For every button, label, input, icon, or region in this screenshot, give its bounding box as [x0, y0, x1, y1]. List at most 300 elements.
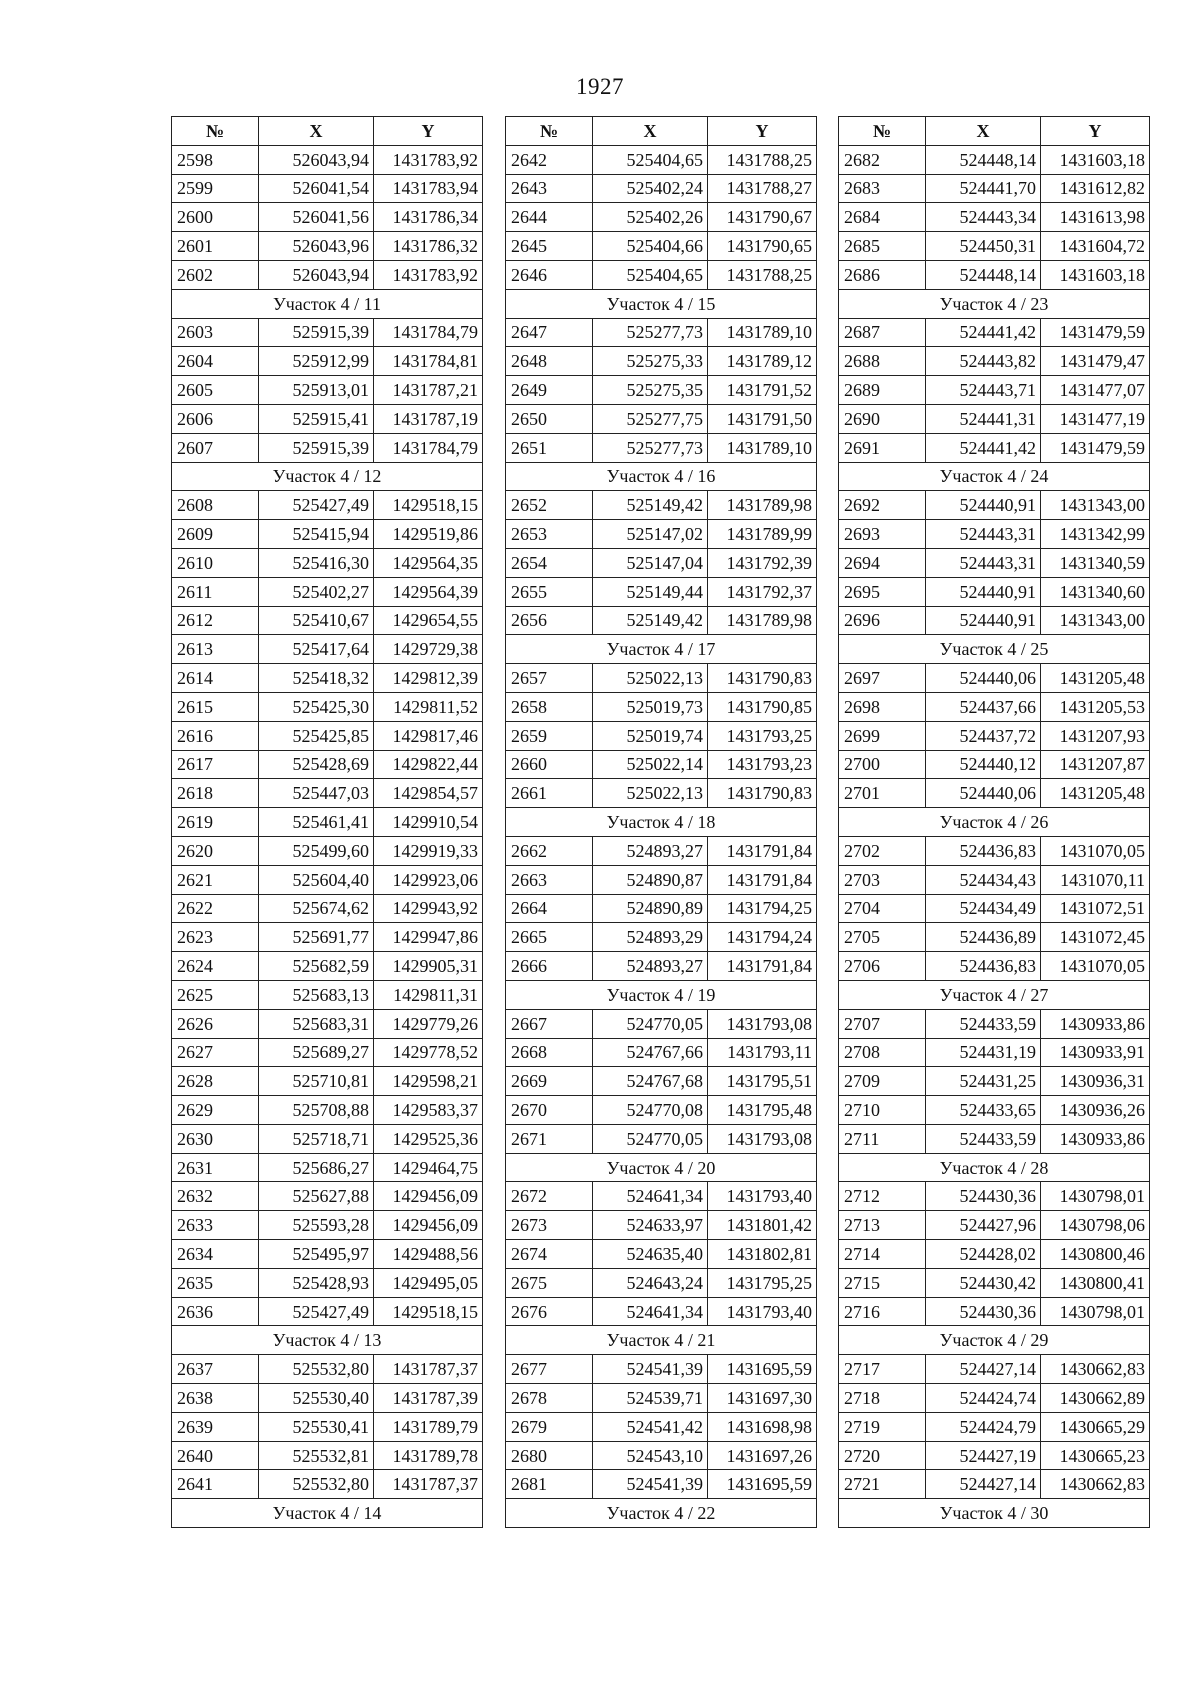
table-header-row	[839, 117, 1150, 146]
section-title: Участок 4 / 22	[506, 1499, 817, 1528]
section-row	[506, 1499, 817, 1528]
point-number-cell: 2610	[172, 548, 259, 577]
x-coordinate-cell: 525022,13	[593, 779, 708, 808]
x-coordinate-cell: 525913,01	[259, 376, 374, 405]
y-coordinate-cell: 1431340,59	[1041, 548, 1150, 577]
y-coordinate-cell: 1431791,84	[708, 865, 817, 894]
table-row	[172, 520, 483, 549]
table-row	[172, 952, 483, 981]
x-coordinate-cell: 525275,33	[593, 347, 708, 376]
point-number-cell: 2637	[172, 1355, 259, 1384]
point-number-cell: 2713	[839, 1211, 926, 1240]
table-row	[172, 923, 483, 952]
point-number-cell: 2682	[839, 145, 926, 174]
table-row	[172, 1038, 483, 1067]
table-row	[506, 1182, 817, 1211]
y-coordinate-cell: 1429598,21	[374, 1067, 483, 1096]
point-number-cell: 2666	[506, 952, 593, 981]
table-row	[172, 491, 483, 520]
table-row	[506, 376, 817, 405]
table-row	[506, 174, 817, 203]
table-row	[506, 750, 817, 779]
y-coordinate-cell: 1431790,67	[708, 203, 817, 232]
section-title: Участок 4 / 27	[839, 980, 1150, 1009]
point-number-cell: 2708	[839, 1038, 926, 1067]
column-header-number: №	[172, 117, 259, 146]
table-row	[172, 145, 483, 174]
table-row	[839, 203, 1150, 232]
table-row	[839, 577, 1150, 606]
table-row	[172, 606, 483, 635]
column-header-number: №	[506, 117, 593, 146]
point-number-cell: 2648	[506, 347, 593, 376]
point-number-cell: 2660	[506, 750, 593, 779]
point-number-cell: 2609	[172, 520, 259, 549]
y-coordinate-cell: 1431793,23	[708, 750, 817, 779]
table-row	[506, 1124, 817, 1153]
y-coordinate-cell: 1431790,83	[708, 664, 817, 693]
y-coordinate-cell: 1431784,79	[374, 318, 483, 347]
table-row	[172, 808, 483, 837]
y-coordinate-cell: 1430798,06	[1041, 1211, 1150, 1240]
section-row	[839, 1326, 1150, 1355]
x-coordinate-cell: 524641,34	[593, 1297, 708, 1326]
x-coordinate-cell: 524430,42	[926, 1268, 1041, 1297]
x-coordinate-cell: 524448,14	[926, 145, 1041, 174]
x-coordinate-cell: 525532,80	[259, 1470, 374, 1499]
table-row	[506, 203, 817, 232]
point-number-cell: 2640	[172, 1441, 259, 1470]
y-coordinate-cell: 1431789,10	[708, 433, 817, 462]
table-row	[839, 1038, 1150, 1067]
x-coordinate-cell: 525427,49	[259, 1297, 374, 1326]
point-number-cell: 2716	[839, 1297, 926, 1326]
point-number-cell: 2688	[839, 347, 926, 376]
section-row	[172, 1499, 483, 1528]
y-coordinate-cell: 1431794,24	[708, 923, 817, 952]
x-coordinate-cell: 525915,39	[259, 433, 374, 462]
x-coordinate-cell: 524635,40	[593, 1240, 708, 1269]
table-row	[172, 1268, 483, 1297]
x-coordinate-cell: 524430,36	[926, 1297, 1041, 1326]
section-title: Участок 4 / 28	[839, 1153, 1150, 1182]
table-row	[506, 1211, 817, 1240]
table-row	[172, 260, 483, 289]
y-coordinate-cell: 1431795,48	[708, 1096, 817, 1125]
y-coordinate-cell: 1431207,93	[1041, 721, 1150, 750]
x-coordinate-cell: 524443,31	[926, 520, 1041, 549]
point-number-cell: 2654	[506, 548, 593, 577]
table-header-row	[506, 117, 817, 146]
point-number-cell: 2658	[506, 692, 593, 721]
section-row	[839, 462, 1150, 491]
point-number-cell: 2638	[172, 1384, 259, 1413]
point-number-cell: 2621	[172, 865, 259, 894]
point-number-cell: 2626	[172, 1009, 259, 1038]
x-coordinate-cell: 525415,94	[259, 520, 374, 549]
x-coordinate-cell: 524890,89	[593, 894, 708, 923]
x-coordinate-cell: 524543,10	[593, 1441, 708, 1470]
point-number-cell: 2687	[839, 318, 926, 347]
point-number-cell: 2636	[172, 1297, 259, 1326]
y-coordinate-cell: 1431205,48	[1041, 779, 1150, 808]
table-row	[839, 664, 1150, 693]
table-row	[172, 1009, 483, 1038]
table-row	[839, 1240, 1150, 1269]
x-coordinate-cell: 524541,39	[593, 1470, 708, 1499]
table-row	[506, 1096, 817, 1125]
x-coordinate-cell: 525277,75	[593, 404, 708, 433]
point-number-cell: 2698	[839, 692, 926, 721]
table-row	[172, 750, 483, 779]
point-number-cell: 2711	[839, 1124, 926, 1153]
point-number-cell: 2700	[839, 750, 926, 779]
y-coordinate-cell: 1431789,12	[708, 347, 817, 376]
point-number-cell: 2697	[839, 664, 926, 693]
table-row	[506, 865, 817, 894]
table-row	[506, 1009, 817, 1038]
point-number-cell: 2678	[506, 1384, 593, 1413]
x-coordinate-cell: 524431,19	[926, 1038, 1041, 1067]
section-row	[839, 635, 1150, 664]
y-coordinate-cell: 1429779,26	[374, 1009, 483, 1038]
table-row	[172, 203, 483, 232]
table-row	[839, 606, 1150, 635]
table-row	[506, 1297, 817, 1326]
y-coordinate-cell: 1431788,25	[708, 260, 817, 289]
table-row	[172, 232, 483, 261]
table-row	[172, 1211, 483, 1240]
x-coordinate-cell: 525461,41	[259, 808, 374, 837]
column-header-x: X	[259, 117, 374, 146]
y-coordinate-cell: 1431343,00	[1041, 606, 1150, 635]
y-coordinate-cell: 1431793,08	[708, 1009, 817, 1038]
table-row	[506, 491, 817, 520]
point-number-cell: 2717	[839, 1355, 926, 1384]
x-coordinate-cell: 524428,02	[926, 1240, 1041, 1269]
y-coordinate-cell: 1429564,35	[374, 548, 483, 577]
x-coordinate-cell: 525425,85	[259, 721, 374, 750]
x-coordinate-cell: 526043,96	[259, 232, 374, 261]
section-title: Участок 4 / 24	[839, 462, 1150, 491]
table-row	[506, 1240, 817, 1269]
y-coordinate-cell: 1429812,39	[374, 664, 483, 693]
point-number-cell: 2639	[172, 1412, 259, 1441]
y-coordinate-cell: 1431791,84	[708, 952, 817, 981]
point-number-cell: 2709	[839, 1067, 926, 1096]
table-row	[839, 260, 1150, 289]
point-number-cell: 2653	[506, 520, 593, 549]
y-coordinate-cell: 1429910,54	[374, 808, 483, 837]
point-number-cell: 2669	[506, 1067, 593, 1096]
y-coordinate-cell: 1431793,40	[708, 1182, 817, 1211]
section-row	[172, 289, 483, 318]
y-coordinate-cell: 1431792,37	[708, 577, 817, 606]
point-number-cell: 2702	[839, 836, 926, 865]
x-coordinate-cell: 524440,12	[926, 750, 1041, 779]
table-row	[506, 548, 817, 577]
section-title: Участок 4 / 23	[839, 289, 1150, 318]
table-row	[506, 1268, 817, 1297]
table-row	[839, 174, 1150, 203]
y-coordinate-cell: 1431790,83	[708, 779, 817, 808]
y-coordinate-cell: 1429947,86	[374, 923, 483, 952]
section-title: Участок 4 / 11	[172, 289, 483, 318]
x-coordinate-cell: 524440,06	[926, 664, 1041, 693]
table-row	[839, 232, 1150, 261]
section-row	[506, 1326, 817, 1355]
x-coordinate-cell: 525402,26	[593, 203, 708, 232]
x-coordinate-cell: 525708,88	[259, 1096, 374, 1125]
y-coordinate-cell: 1431784,79	[374, 433, 483, 462]
x-coordinate-cell: 524443,71	[926, 376, 1041, 405]
table-row	[839, 894, 1150, 923]
table-row	[839, 865, 1150, 894]
table-row	[172, 1441, 483, 1470]
x-coordinate-cell: 525149,42	[593, 491, 708, 520]
table-row	[839, 1211, 1150, 1240]
point-number-cell: 2681	[506, 1470, 593, 1499]
y-coordinate-cell: 1431477,07	[1041, 376, 1150, 405]
x-coordinate-cell: 524443,31	[926, 548, 1041, 577]
table-row	[839, 952, 1150, 981]
point-number-cell: 2631	[172, 1153, 259, 1182]
y-coordinate-cell: 1431786,34	[374, 203, 483, 232]
y-coordinate-cell: 1431790,85	[708, 692, 817, 721]
point-number-cell: 2643	[506, 174, 593, 203]
y-coordinate-cell: 1431784,81	[374, 347, 483, 376]
table-row	[839, 1124, 1150, 1153]
x-coordinate-cell: 525447,03	[259, 779, 374, 808]
point-number-cell: 2712	[839, 1182, 926, 1211]
table-row	[172, 1153, 483, 1182]
y-coordinate-cell: 1429943,92	[374, 894, 483, 923]
point-number-cell: 2618	[172, 779, 259, 808]
point-number-cell: 2701	[839, 779, 926, 808]
y-coordinate-cell: 1431205,53	[1041, 692, 1150, 721]
x-coordinate-cell: 525147,04	[593, 548, 708, 577]
x-coordinate-cell: 526043,94	[259, 260, 374, 289]
table-row	[839, 1268, 1150, 1297]
table-row	[506, 404, 817, 433]
table-row	[506, 692, 817, 721]
point-number-cell: 2680	[506, 1441, 593, 1470]
table-row	[506, 1038, 817, 1067]
table-row	[172, 692, 483, 721]
point-number-cell: 2657	[506, 664, 593, 693]
x-coordinate-cell: 524539,71	[593, 1384, 708, 1413]
y-coordinate-cell: 1431479,47	[1041, 347, 1150, 376]
y-coordinate-cell: 1429905,31	[374, 952, 483, 981]
point-number-cell: 2602	[172, 260, 259, 289]
x-coordinate-cell: 525022,14	[593, 750, 708, 779]
table-row	[839, 1355, 1150, 1384]
y-coordinate-cell: 1430665,23	[1041, 1441, 1150, 1470]
y-coordinate-cell: 1430933,86	[1041, 1124, 1150, 1153]
table-row	[839, 923, 1150, 952]
point-number-cell: 2703	[839, 865, 926, 894]
x-coordinate-cell: 524450,31	[926, 232, 1041, 261]
point-number-cell: 2721	[839, 1470, 926, 1499]
y-coordinate-cell: 1430665,29	[1041, 1412, 1150, 1441]
y-coordinate-cell: 1431604,72	[1041, 232, 1150, 261]
point-number-cell: 2704	[839, 894, 926, 923]
point-number-cell: 2624	[172, 952, 259, 981]
x-coordinate-cell: 524441,42	[926, 318, 1041, 347]
x-coordinate-cell: 524433,65	[926, 1096, 1041, 1125]
point-number-cell: 2655	[506, 577, 593, 606]
section-row	[506, 462, 817, 491]
y-coordinate-cell: 1431793,08	[708, 1124, 817, 1153]
y-coordinate-cell: 1431795,51	[708, 1067, 817, 1096]
point-number-cell: 2673	[506, 1211, 593, 1240]
x-coordinate-cell: 525691,77	[259, 923, 374, 952]
y-coordinate-cell: 1429923,06	[374, 865, 483, 894]
y-coordinate-cell: 1429729,38	[374, 635, 483, 664]
point-number-cell: 2650	[506, 404, 593, 433]
point-number-cell: 2649	[506, 376, 593, 405]
x-coordinate-cell: 525402,24	[593, 174, 708, 203]
x-coordinate-cell: 524541,39	[593, 1355, 708, 1384]
y-coordinate-cell: 1429518,15	[374, 1297, 483, 1326]
section-title: Участок 4 / 12	[172, 462, 483, 491]
y-coordinate-cell: 1431207,87	[1041, 750, 1150, 779]
y-coordinate-cell: 1429488,56	[374, 1240, 483, 1269]
y-coordinate-cell: 1431783,92	[374, 145, 483, 174]
section-title: Участок 4 / 13	[172, 1326, 483, 1355]
x-coordinate-cell: 524427,19	[926, 1441, 1041, 1470]
table-row	[172, 577, 483, 606]
section-row	[506, 980, 817, 1009]
y-coordinate-cell: 1431072,51	[1041, 894, 1150, 923]
point-number-cell: 2646	[506, 260, 593, 289]
y-coordinate-cell: 1429456,09	[374, 1211, 483, 1240]
column-header-number: №	[839, 117, 926, 146]
column-header-x: X	[593, 117, 708, 146]
table-row	[172, 1240, 483, 1269]
x-coordinate-cell: 524770,05	[593, 1009, 708, 1038]
point-number-cell: 2672	[506, 1182, 593, 1211]
table-row	[172, 1124, 483, 1153]
point-number-cell: 2710	[839, 1096, 926, 1125]
point-number-cell: 2604	[172, 347, 259, 376]
section-title: Участок 4 / 17	[506, 635, 817, 664]
point-number-cell: 2707	[839, 1009, 926, 1038]
point-number-cell: 2676	[506, 1297, 593, 1326]
point-number-cell: 2675	[506, 1268, 593, 1297]
y-coordinate-cell: 1430798,01	[1041, 1297, 1150, 1326]
point-number-cell: 2719	[839, 1412, 926, 1441]
y-coordinate-cell: 1431793,11	[708, 1038, 817, 1067]
y-coordinate-cell: 1431791,84	[708, 836, 817, 865]
y-coordinate-cell: 1431790,65	[708, 232, 817, 261]
x-coordinate-cell: 525404,66	[593, 232, 708, 261]
point-number-cell: 2662	[506, 836, 593, 865]
x-coordinate-cell: 524434,43	[926, 865, 1041, 894]
x-coordinate-cell: 525686,27	[259, 1153, 374, 1182]
y-coordinate-cell: 1431792,39	[708, 548, 817, 577]
point-number-cell: 2663	[506, 865, 593, 894]
x-coordinate-cell: 525417,64	[259, 635, 374, 664]
point-number-cell: 2691	[839, 433, 926, 462]
y-coordinate-cell: 1430662,89	[1041, 1384, 1150, 1413]
point-number-cell: 2694	[839, 548, 926, 577]
point-number-cell: 2627	[172, 1038, 259, 1067]
point-number-cell: 2629	[172, 1096, 259, 1125]
point-number-cell: 2705	[839, 923, 926, 952]
table-row	[506, 347, 817, 376]
x-coordinate-cell: 524427,96	[926, 1211, 1041, 1240]
point-number-cell: 2632	[172, 1182, 259, 1211]
table-row	[172, 318, 483, 347]
x-coordinate-cell: 524770,08	[593, 1096, 708, 1125]
point-number-cell: 2690	[839, 404, 926, 433]
x-coordinate-cell: 525682,59	[259, 952, 374, 981]
table-row	[172, 347, 483, 376]
point-number-cell: 2617	[172, 750, 259, 779]
table-row	[506, 664, 817, 693]
y-coordinate-cell: 1429456,09	[374, 1182, 483, 1211]
point-number-cell: 2670	[506, 1096, 593, 1125]
y-coordinate-cell: 1430800,46	[1041, 1240, 1150, 1269]
x-coordinate-cell: 525428,69	[259, 750, 374, 779]
table-row	[506, 1441, 817, 1470]
y-coordinate-cell: 1431795,25	[708, 1268, 817, 1297]
y-coordinate-cell: 1431787,21	[374, 376, 483, 405]
table-row	[839, 491, 1150, 520]
table-row	[506, 923, 817, 952]
y-coordinate-cell: 1431603,18	[1041, 260, 1150, 289]
point-number-cell: 2679	[506, 1412, 593, 1441]
y-coordinate-cell: 1430800,41	[1041, 1268, 1150, 1297]
column-header-y: Y	[374, 117, 483, 146]
x-coordinate-cell: 525683,31	[259, 1009, 374, 1038]
x-coordinate-cell: 525149,42	[593, 606, 708, 635]
x-coordinate-cell: 524427,14	[926, 1355, 1041, 1384]
y-coordinate-cell: 1431789,78	[374, 1441, 483, 1470]
y-coordinate-cell: 1431613,98	[1041, 203, 1150, 232]
table-row	[506, 1355, 817, 1384]
point-number-cell: 2633	[172, 1211, 259, 1240]
point-number-cell: 2659	[506, 721, 593, 750]
y-coordinate-cell: 1431787,19	[374, 404, 483, 433]
x-coordinate-cell: 524433,59	[926, 1124, 1041, 1153]
table-row	[172, 1067, 483, 1096]
point-number-cell: 2671	[506, 1124, 593, 1153]
x-coordinate-cell: 524448,14	[926, 260, 1041, 289]
y-coordinate-cell: 1431698,98	[708, 1412, 817, 1441]
point-number-cell: 2714	[839, 1240, 926, 1269]
y-coordinate-cell: 1431788,27	[708, 174, 817, 203]
table-row	[506, 433, 817, 462]
section-row	[172, 462, 483, 491]
table-row	[506, 1412, 817, 1441]
y-coordinate-cell: 1431789,99	[708, 520, 817, 549]
point-number-cell: 2715	[839, 1268, 926, 1297]
table-row	[839, 750, 1150, 779]
x-coordinate-cell: 525532,80	[259, 1355, 374, 1384]
x-coordinate-cell: 525277,73	[593, 433, 708, 462]
point-number-cell: 2677	[506, 1355, 593, 1384]
section-title: Участок 4 / 15	[506, 289, 817, 318]
point-number-cell: 2661	[506, 779, 593, 808]
y-coordinate-cell: 1431787,39	[374, 1384, 483, 1413]
point-number-cell: 2611	[172, 577, 259, 606]
x-coordinate-cell: 524430,36	[926, 1182, 1041, 1211]
table-row	[839, 836, 1150, 865]
point-number-cell: 2647	[506, 318, 593, 347]
point-number-cell: 2645	[506, 232, 593, 261]
